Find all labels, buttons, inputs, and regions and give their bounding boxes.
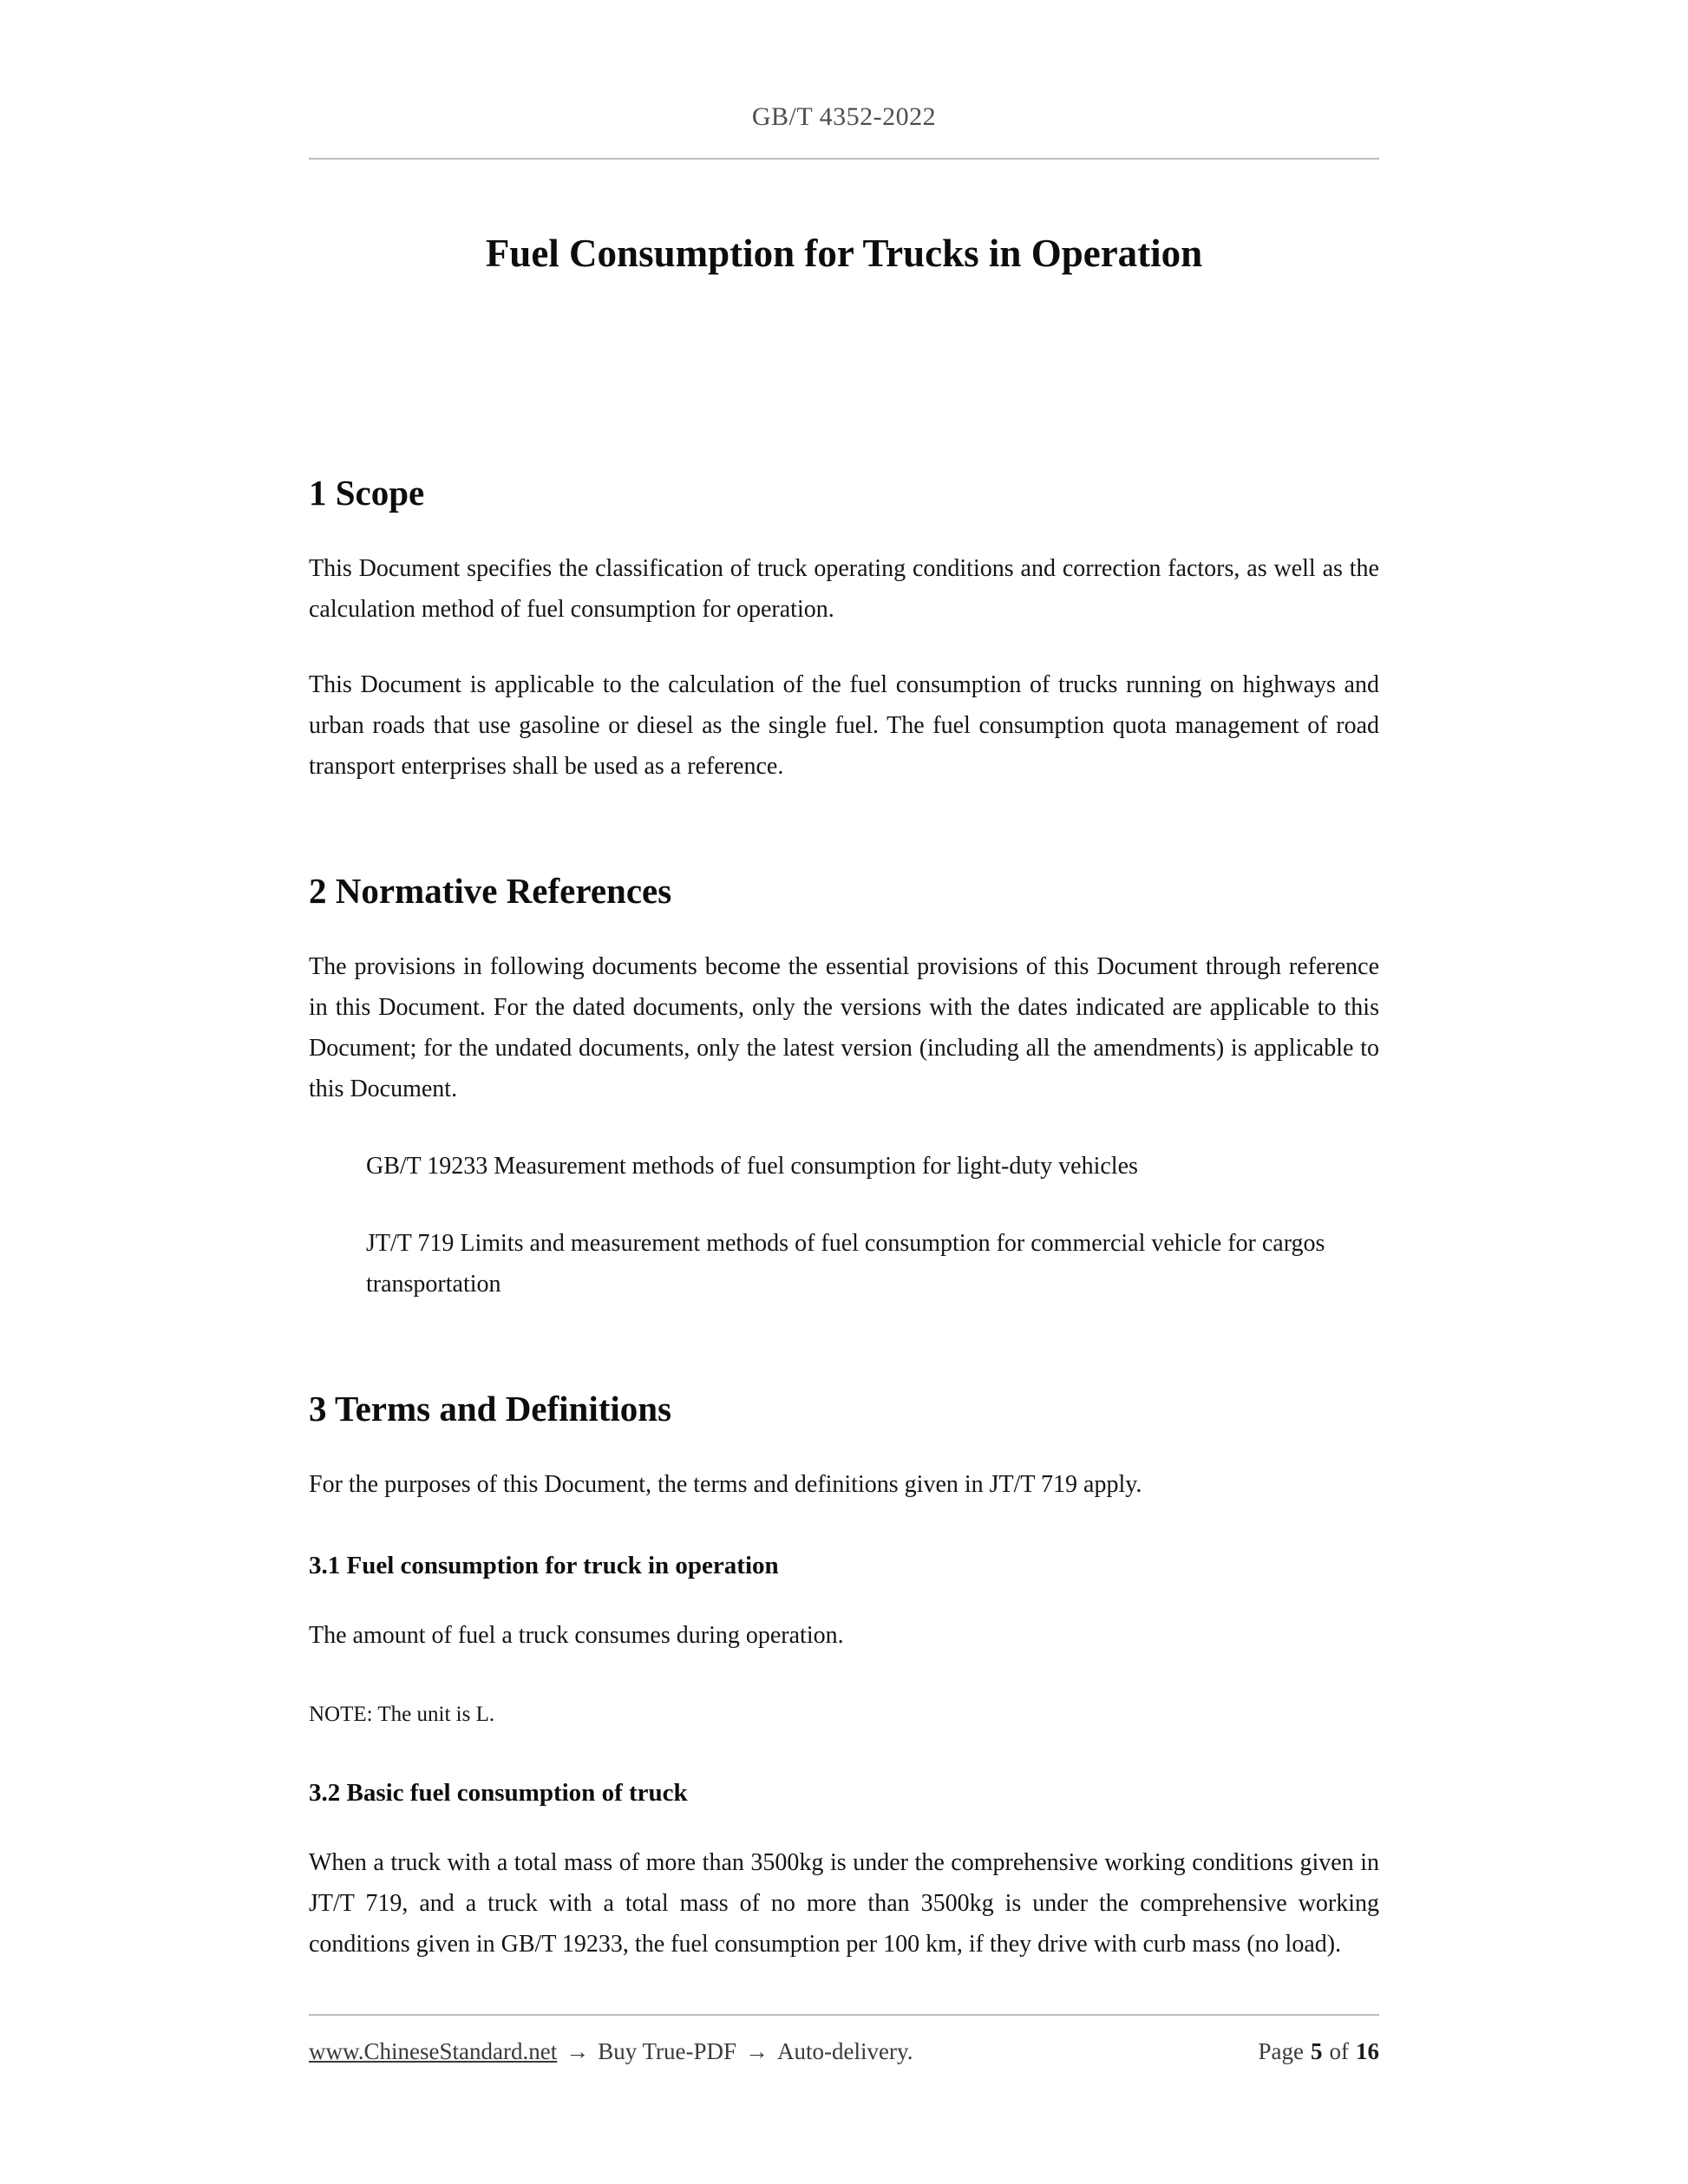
of-label: of bbox=[1329, 2038, 1349, 2064]
term-3-1-note: NOTE: The unit is L. bbox=[309, 1703, 495, 1726]
term-3-1-definition: The amount of fuel a truck consumes during operation. bbox=[309, 1622, 844, 1649]
section-normative-references bbox=[309, 870, 1379, 1305]
normative-reference-item-1: GB/T 19233 Measurement methods of fuel consumption for light-duty vehicles bbox=[366, 1153, 1138, 1180]
section-scope bbox=[309, 472, 1379, 787]
term-3-2-heading: 3.2 Basic fuel consumption of truck bbox=[309, 1779, 688, 1807]
terms-definitions-heading: 3 Terms and Definitions bbox=[309, 1389, 672, 1429]
terms-intro-paragraph: For the purposes of this Document, the terms and definitions given in JT/T 719 apply. bbox=[309, 1471, 1142, 1498]
header-divider bbox=[309, 158, 1379, 160]
normative-reference-item-2: JT/T 719 Limits and measurement methods of fuel consumption for commercial vehicle for cargos transportation bbox=[366, 1230, 1325, 1298]
arrow-icon: → bbox=[566, 2038, 590, 2064]
normative-references-paragraph: The provisions in following documents become the essential provisions of this Document through reference in this Document. For the dated documents, only the versions with the dates indicated are applicable to this Document; for the undated documents, only the latest version (including all the amendments) is applicable to this Document. bbox=[309, 953, 1379, 1102]
term-3-1-heading: 3.1 Fuel consumption for truck in operation bbox=[309, 1552, 779, 1579]
scope-paragraph-1: This Document specifies the classification of truck operating conditions and correction factors, as well as the calculation method of fuel consumption for operation. bbox=[309, 555, 1379, 623]
total-page-number: 16 bbox=[1356, 2038, 1379, 2064]
site-link[interactable]: www.ChineseStandard.net bbox=[309, 2038, 558, 2064]
page-footer bbox=[309, 2014, 1379, 2065]
doc-number: GB/T 4352-2022 bbox=[751, 102, 937, 131]
page-number-indicator bbox=[1259, 2038, 1379, 2065]
page-label: Page bbox=[1258, 2038, 1304, 2064]
current-page-number: 5 bbox=[1311, 2038, 1323, 2064]
section-terms-definitions bbox=[309, 1388, 1379, 1965]
footer-source-line bbox=[309, 2038, 913, 2065]
document-title: Fuel Consumption for Trucks in Operation bbox=[485, 232, 1203, 275]
buy-true-pdf-label: Buy True-PDF bbox=[598, 2038, 737, 2064]
scope-heading: 1 Scope bbox=[309, 473, 425, 513]
arrow-icon: → bbox=[745, 2038, 769, 2064]
auto-delivery-label: Auto-delivery. bbox=[777, 2038, 913, 2064]
normative-references-heading: 2 Normative References bbox=[309, 871, 672, 911]
term-3-2-definition: When a truck with a total mass of more than 3500kg is under the comprehensive working conditions given in JT/T 719, and a truck with a total mass of no more than 3500kg is under the comprehensive working conditions given in GB/T 19233, the fuel consumption per 100 km, if they drive with curb mass (no load). bbox=[309, 1849, 1379, 1958]
scope-paragraph-2: This Document is applicable to the calculation of the fuel consumption of trucks running on highways and urban roads that use gasoline or diesel as the single fuel. The fuel consumption quota management of road transport enterprises shall be used as a reference. bbox=[309, 671, 1379, 780]
